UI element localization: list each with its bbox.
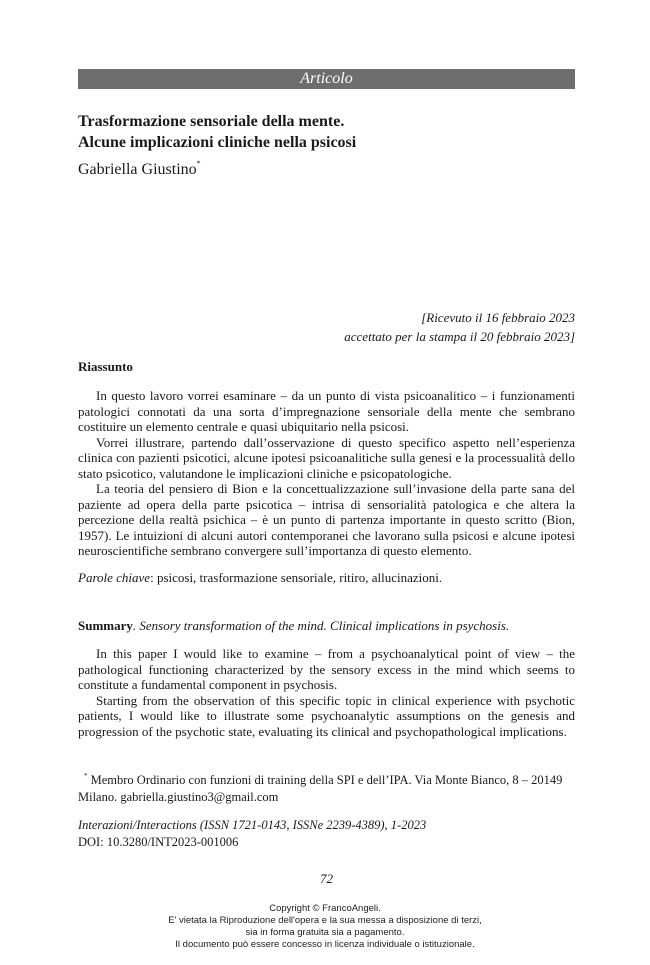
- riassunto-body: [78, 388, 575, 559]
- title-line-1: Trasformazione sensoriale della mente.: [78, 113, 345, 130]
- summary-label: Summary: [78, 618, 133, 633]
- summary-paragraph: Starting from the observation of this specific topic in clinical experience with psychotic patients, I would like to illustrate some psychoanalytic assumptions on the genesis and progression of the psychotic state, evaluating its clinical and psychopathological implications.: [78, 692, 575, 739]
- copyright-line: Copyright © FrancoAngeli.: [269, 903, 381, 914]
- article-title: [78, 111, 575, 153]
- keywords-label: Parole chiave: [78, 570, 151, 585]
- riassunto-paragraph: Vorrei illustrare, partendo dall’osservazione di questo specifico aspetto nell’esperienza clinica con pazienti psicotici, alcune ipotesi psicoanalitiche sulla genesi e la processualità dello stato psicotico, valutandone le implicazioni cliniche e psicopatologiche.: [78, 434, 575, 481]
- riassunto-paragraph: In questo lavoro vorrei esaminare – da un punto di vista psicoanalitico – i funzionamenti patologici connotati da una sorta d’impregnazione sensoriale della mente che sembrano costituire un elemento centrale e quasi ubiquitario nella psicosi.: [78, 388, 575, 434]
- footnote-text: Membro Ordinario con funzioni di training della SPI e dell’IPA. Via Monte Bianco, 8 – 20149 Milano. gabriella.giustino3@gmail.com: [78, 773, 563, 804]
- copyright-line: Il documento può essere concesso in licenza individuale o istituzionale.: [175, 939, 475, 950]
- keywords-line: [78, 570, 575, 586]
- author-footnote-mark: *: [196, 159, 201, 168]
- summary-body: [78, 646, 575, 739]
- riassunto-heading: Riassunto: [78, 359, 133, 374]
- accepted-line: accettato per la stampa il 20 febbraio 2023]: [344, 329, 575, 344]
- section-header-bar: [78, 69, 575, 89]
- keywords-text: : psicosi, trasformazione sensoriale, ritiro, allucinazioni.: [150, 570, 443, 585]
- journal-citation: Interazioni/Interactions (ISSN 1721-0143, ISSNe 2239-4389), 1-2023: [78, 818, 427, 832]
- received-line: [Ricevuto il 16 febbraio 2023: [421, 310, 575, 325]
- copyright-notice: [0, 903, 650, 951]
- journal-info: [78, 817, 575, 851]
- summary-paragraph: In this paper I would like to examine – from a psychoanalytical point of view – the pathological functioning characterized by the sensory excess in the mind which seems to constitute a fundamental component in psychosis.: [78, 646, 575, 692]
- page-number: 72: [320, 871, 333, 886]
- author-line: [78, 153, 201, 180]
- doi: DOI: 10.3280/INT2023-001006: [78, 835, 239, 849]
- copyright-line: E' vietata la Riproduzione dell'opera e la sua messa a disposizione di terzi,: [168, 915, 482, 926]
- author-name: Gabriella Giustino: [78, 161, 197, 178]
- title-line-2: Alcune implicazioni cliniche nella psicosi: [78, 134, 357, 151]
- riassunto-paragraph: La teoria del pensiero di Bion e la concettualizzazione sull’invasione della parte sana del paziente ad opera della parte psicotica – intrisa di sensorialità patologica e che altera la percezione della realtà psichica – è un punto di partenza importante in questo scritto (Bion, 1957). Le intuizioni di alcuni autori contemporanei che lavorano sulla psicosi e alcune ipotesi neuroscientifiche sembrano convergere sull’importanza di questo elemento.: [78, 481, 575, 558]
- copyright-line: sia in forma gratuita sia a pagamento.: [245, 927, 405, 938]
- footnote-mark: *: [84, 772, 88, 780]
- summary-heading: [78, 618, 575, 634]
- section-label: Articolo: [300, 70, 353, 87]
- received-dates: [344, 308, 575, 346]
- summary-title: . Sensory transformation of the mind. Clinical implications in psychosis.: [132, 618, 510, 633]
- author-footnote: [78, 768, 575, 806]
